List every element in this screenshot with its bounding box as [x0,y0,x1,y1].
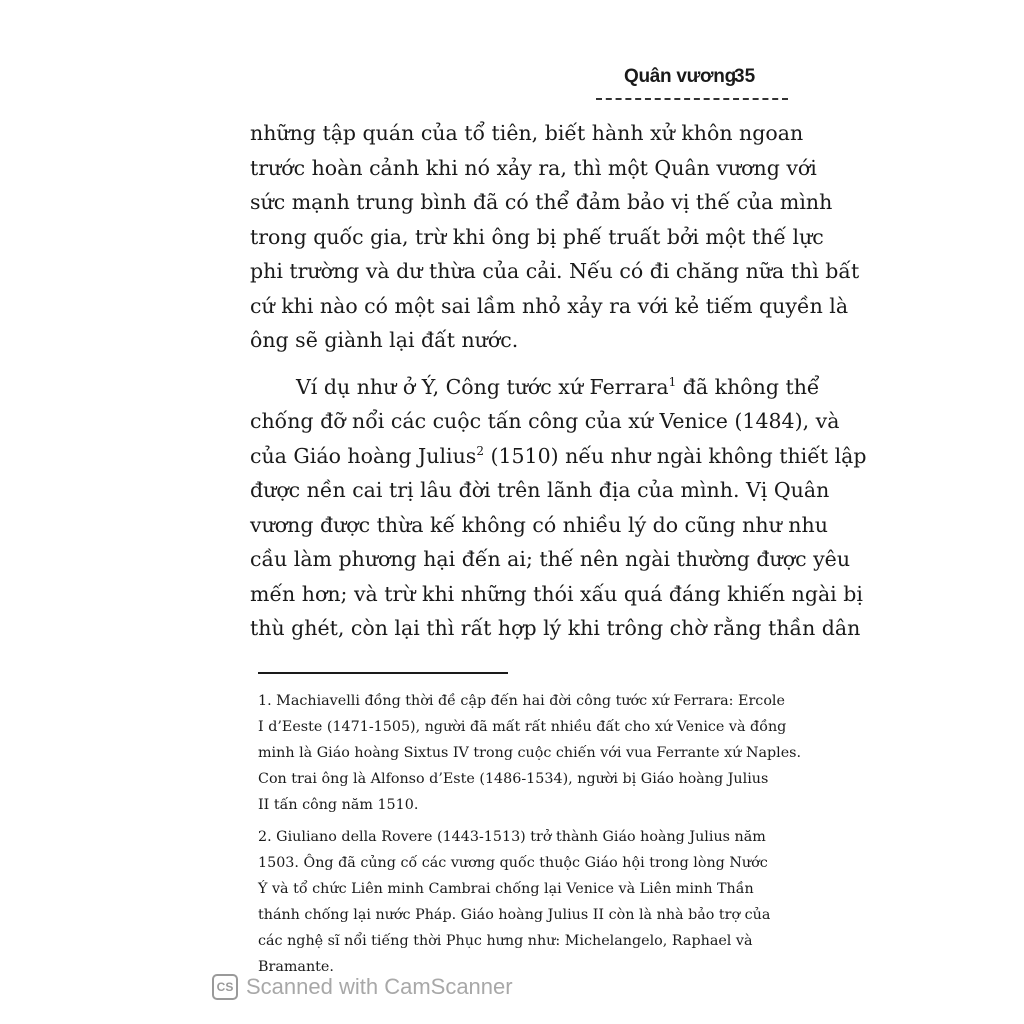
footnote-line: thánh chống lại nước Pháp. Giáo hoàng Julius II còn là nhà bảo trợ của [258,907,771,923]
footnote-line: 2. Giuliano della Rovere (1443-1513) trở thành Giáo hoàng Julius năm [258,829,766,845]
text-line: phi trường và dư thừa của cải. Nếu có đi chăng nữa thì bất [250,259,860,283]
footnote-line: minh là Giáo hoàng Sixtus IV trong cuộc chiến với vua Ferrante xứ Naples. [258,745,802,761]
footnote-2 [258,824,788,980]
camscanner-watermark [212,972,513,1002]
footnote-line: I d’Eeste (1471-1505), người đã mất rất nhiều đất cho xứ Venice và đồng [258,719,787,735]
text-line: sức mạnh trung bình đã có thể đảm bảo vị thế của mình [250,190,833,214]
text-line: vương được thừa kế không có nhiều lý do cũng như nhu [250,512,828,537]
footnote-divider [258,672,508,674]
text-segment: (1510) nếu như ngài không thiết lập [483,443,867,468]
text-line: chống đỡ nổi các cuộc tấn công của xứ Venice (1484), và [250,409,840,433]
footnote-line: Ý và tổ chức Liên minh Cambrai chống lại Venice và Liên minh Thần [258,881,754,897]
text-line: được nền cai trị lâu đời trên lãnh địa của mình. Vị Quân [250,478,830,502]
footnote-line: 1503. Ông đã củng cố các vương quốc thuộc Giáo hội trong lòng Nước [258,855,768,871]
running-title: Quân vương [624,66,736,87]
text-line: trong quốc gia, trừ khi ông bị phế truất bởi một thế lực [250,224,824,249]
text-line: trước hoàn cảnh khi nó xảy ra, thì một Quân vương với [250,155,817,180]
footnote-1 [258,688,802,818]
text-segment: của Giáo hoàng Julius [250,443,477,468]
footnote-line: II tấn công năm 1510. [258,797,419,813]
text-line: những tập quán của tổ tiên, biết hành xử khôn ngoan [250,121,804,145]
text-line: thù ghét, còn lại thì rất hợp lý khi trông chờ rằng thần dân [250,616,861,640]
footnotes [258,688,802,986]
camscanner-logo-icon: CS [212,974,238,1000]
footnote-line: 1. Machiavelli đồng thời đề cập đến hai đời công tước xứ Ferrara: Ercole [258,693,785,709]
text-line: mến hơn; và trừ khi những thói xấu quá đáng khiến ngài bị [250,581,863,606]
body-text [250,116,867,646]
footnote-line: Bramante. [258,959,334,975]
running-header [596,66,788,100]
text-segment: đã không thể [676,374,820,399]
paragraph-gap [250,358,775,370]
text-line: cầu làm phương hại đến ai; thế nên ngài thường được yêu [250,547,851,571]
footnote-ref-2: 2 [476,443,484,458]
page-number: 35 [734,66,756,87]
footnote-line: Con trai ông là Alfonso d’Este (1486-1534), người bị Giáo hoàng Julius [258,771,769,787]
footnote-ref-1: 1 [668,374,677,389]
text-line: cứ khi nào có một sai lầm nhỏ xảy ra với kẻ tiếm quyền là [250,293,849,318]
text-line [250,370,820,405]
text-line: ông sẽ giành lại đất nước. [250,328,519,352]
footnote-line: các nghệ sĩ nổi tiếng thời Phục hưng như: Michelangelo, Raphael và [258,933,753,949]
watermark-text: Scanned with CamScanner [246,974,513,999]
text-segment: Ví dụ như ở Ý, Công tước xứ Ferrara [296,374,669,399]
text-line [250,439,867,474]
